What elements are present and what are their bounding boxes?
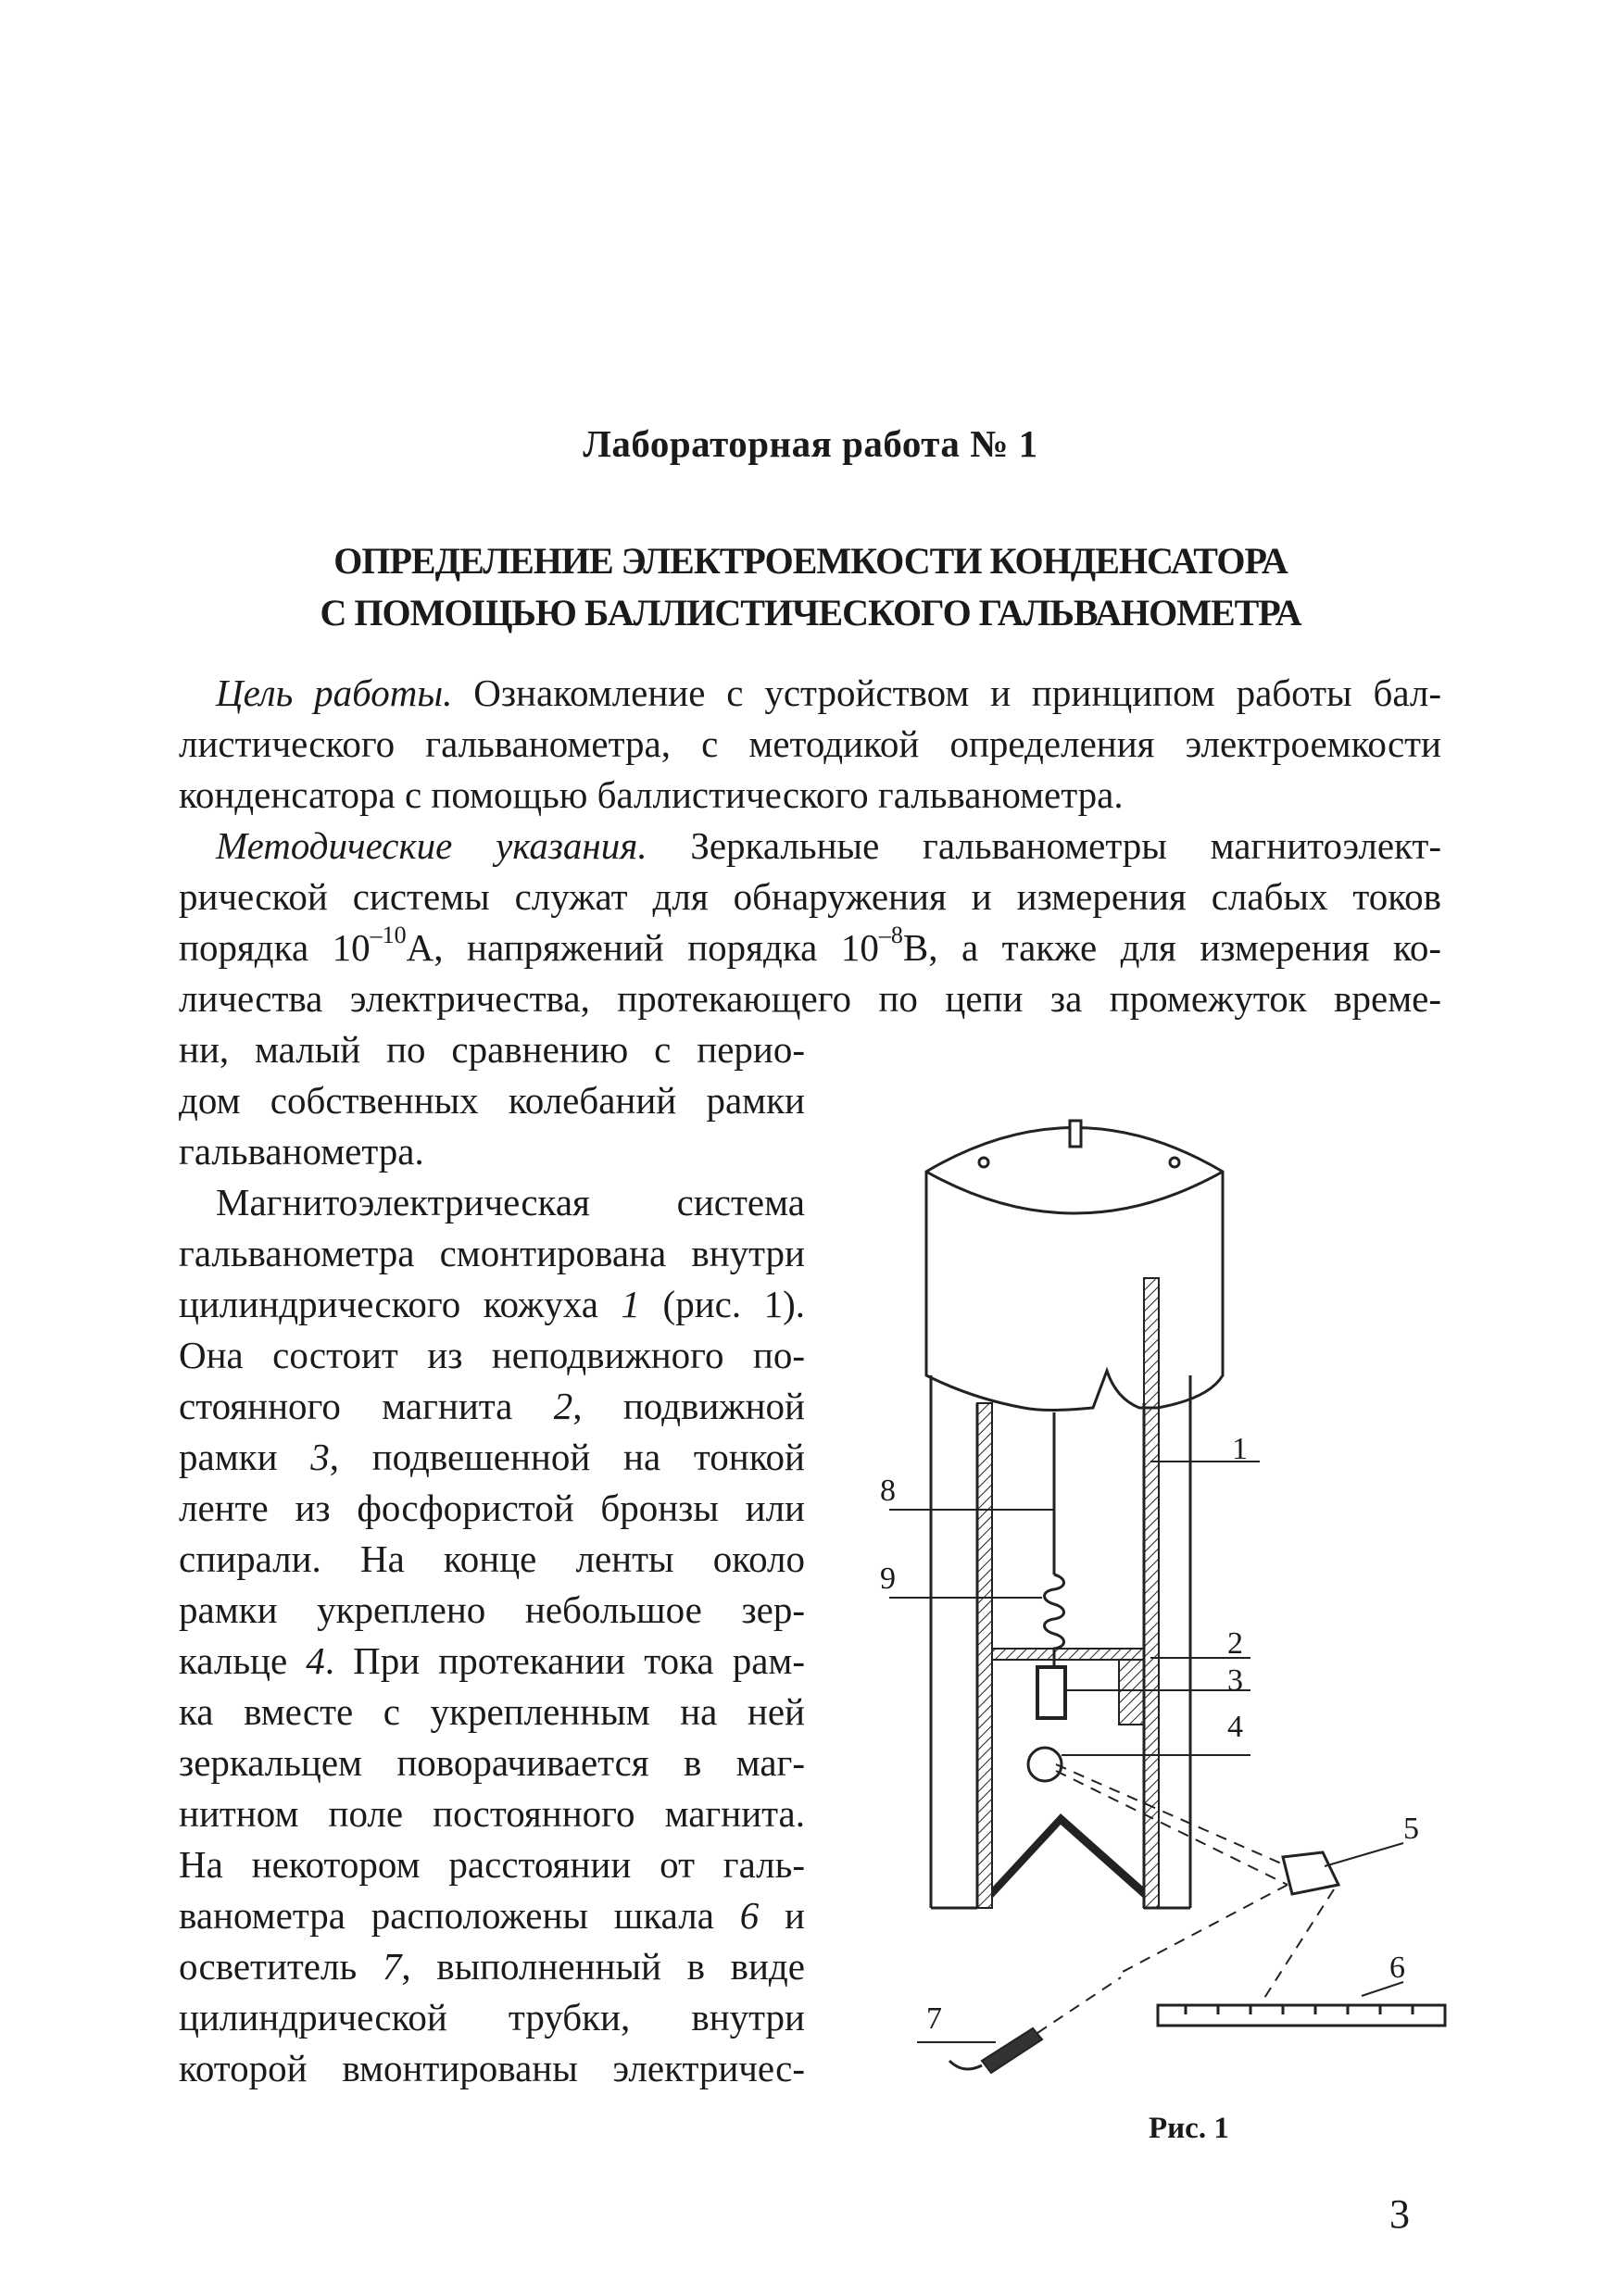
ref-6: 6: [739, 1894, 760, 1937]
label-3: 3: [1227, 1663, 1243, 1698]
lab-title: Лабораторная работа № 1: [583, 422, 1038, 465]
method-text-3c: В, а также для измерения ко-: [902, 926, 1441, 969]
system-text-15a: ванометра расположены шкала: [179, 1894, 740, 1937]
system-line-6: [179, 1438, 805, 1476]
housing-cylinder: [926, 1121, 1223, 1411]
system-line-7: ленте из фосфористой бронзы или: [179, 1487, 805, 1529]
method-line-4: личества электричества, протекающего по цепи за промежуток време-: [179, 977, 1441, 1020]
ref-3: 3: [310, 1436, 330, 1478]
figure-caption: Рис. 1: [1149, 2112, 1229, 2145]
reflector: [1283, 1852, 1338, 1894]
system-line-17: цилиндрической трубки, внутри: [179, 1996, 805, 2039]
system-text-3a: цилиндрического кожуха: [179, 1283, 622, 1325]
goal-line-2: листического гальванометра, с методикой определения электроемкости: [179, 722, 1441, 765]
ref-1: 1: [621, 1283, 641, 1325]
exponent-1: –10: [370, 922, 407, 949]
main-title-line-2: С ПОМОЩЬЮ БАЛЛИСТИЧЕСКОГО ГАЛЬВАНОМЕТРА: [320, 592, 1301, 634]
method-text-3a: порядка 10: [179, 926, 371, 969]
method-line-6: дом собственных колебаний рамки: [179, 1079, 805, 1122]
system-text-5b: , подвижной: [572, 1385, 805, 1427]
system-text-15b: и: [759, 1894, 805, 1937]
system-line-16: [179, 1945, 805, 1988]
system-text-10a: кальце: [179, 1639, 307, 1682]
permanent-magnet: [992, 1649, 1144, 1660]
ref-4: 4: [306, 1639, 325, 1682]
goal-line-1: [216, 671, 1441, 714]
system-line-2: гальванометра смонтирована внутри: [179, 1232, 805, 1274]
method-line-3: [179, 922, 1441, 969]
hatched-wall-right: [1144, 1278, 1159, 1908]
label-4: 4: [1227, 1710, 1243, 1744]
system-text-10b: . При протекании тока рам-: [324, 1639, 805, 1682]
ref-7: 7: [382, 1945, 402, 1988]
system-text-5a: стоянного магнита: [179, 1385, 554, 1427]
system-line-5: [179, 1387, 805, 1425]
label-7: 7: [926, 2001, 942, 2036]
method-line-1: [216, 824, 1441, 867]
system-line-9: рамки укреплено небольшое зер-: [179, 1588, 805, 1631]
ref-2: 2: [553, 1385, 573, 1427]
magnet-side: [1119, 1660, 1144, 1725]
system-text-16b: , выполненный в виде: [401, 1945, 805, 1988]
system-line-12: зеркальцем поворачивается в маг-: [179, 1741, 805, 1784]
system-line-3: [179, 1283, 806, 1325]
system-line-10: [179, 1639, 805, 1682]
galvanometer-figure: [880, 1093, 1547, 2186]
system-text-6a: рамки: [179, 1436, 311, 1478]
system-text-3b: (рис. 1).: [640, 1283, 806, 1325]
system-text-16a: осветитель: [179, 1945, 383, 1988]
goal-text-1: Ознакомление с устройством и принципом работы бал-: [452, 671, 1441, 714]
label-6: 6: [1389, 1951, 1405, 1985]
goal-label: Цель работы.: [216, 671, 453, 714]
label-9: 9: [880, 1562, 896, 1596]
system-line-1: Магнитоэлектрическая система: [216, 1181, 805, 1223]
exponent-2: –8: [878, 922, 903, 949]
method-text-3b: А, напряжений порядка 10: [406, 926, 879, 969]
system-line-18: которой вмонтированы электричес-: [179, 2047, 805, 2089]
page-number: 3: [1389, 2191, 1410, 2237]
scale: [1158, 2005, 1445, 2026]
label-2: 2: [1227, 1626, 1243, 1661]
method-label: Методические указания.: [216, 824, 647, 867]
label-8: 8: [880, 1474, 896, 1508]
goal-line-3: конденсатора с помощью баллистического гальванометра.: [179, 773, 1124, 816]
tube-bottom: [992, 1813, 1144, 1899]
label-1: 1: [1232, 1432, 1248, 1466]
system-line-11: ка вместе с укрепленным на ней: [179, 1690, 805, 1733]
movable-coil: [1037, 1667, 1065, 1718]
label-5: 5: [1403, 1812, 1419, 1846]
method-text-1: Зеркальные гальванометры магнитоэлект-: [647, 824, 1441, 867]
method-line-5: ни, малый по сравнению с перио-: [179, 1028, 805, 1071]
system-line-15: [179, 1894, 805, 1937]
system-text-6b: , подвешенной на тонкой: [329, 1436, 805, 1478]
method-line-7: гальванометра.: [179, 1130, 424, 1173]
system-line-14: На некотором расстоянии от галь-: [179, 1843, 805, 1886]
illuminator: [949, 1977, 1121, 2073]
main-title-line-1: ОПРЕДЕЛЕНИЕ ЭЛЕКТРОЕМКОСТИ КОНДЕНСАТОРА: [333, 540, 1288, 582]
system-line-4: Она состоит из неподвижного по-: [179, 1334, 805, 1376]
system-line-13: нитном поле постоянного магнита.: [179, 1792, 805, 1835]
hatched-wall-left: [977, 1403, 992, 1908]
method-line-2: рической системы служат для обнаружения и измерения слабых токов: [179, 875, 1441, 918]
system-line-8: спирали. На конце ленты около: [179, 1537, 805, 1580]
